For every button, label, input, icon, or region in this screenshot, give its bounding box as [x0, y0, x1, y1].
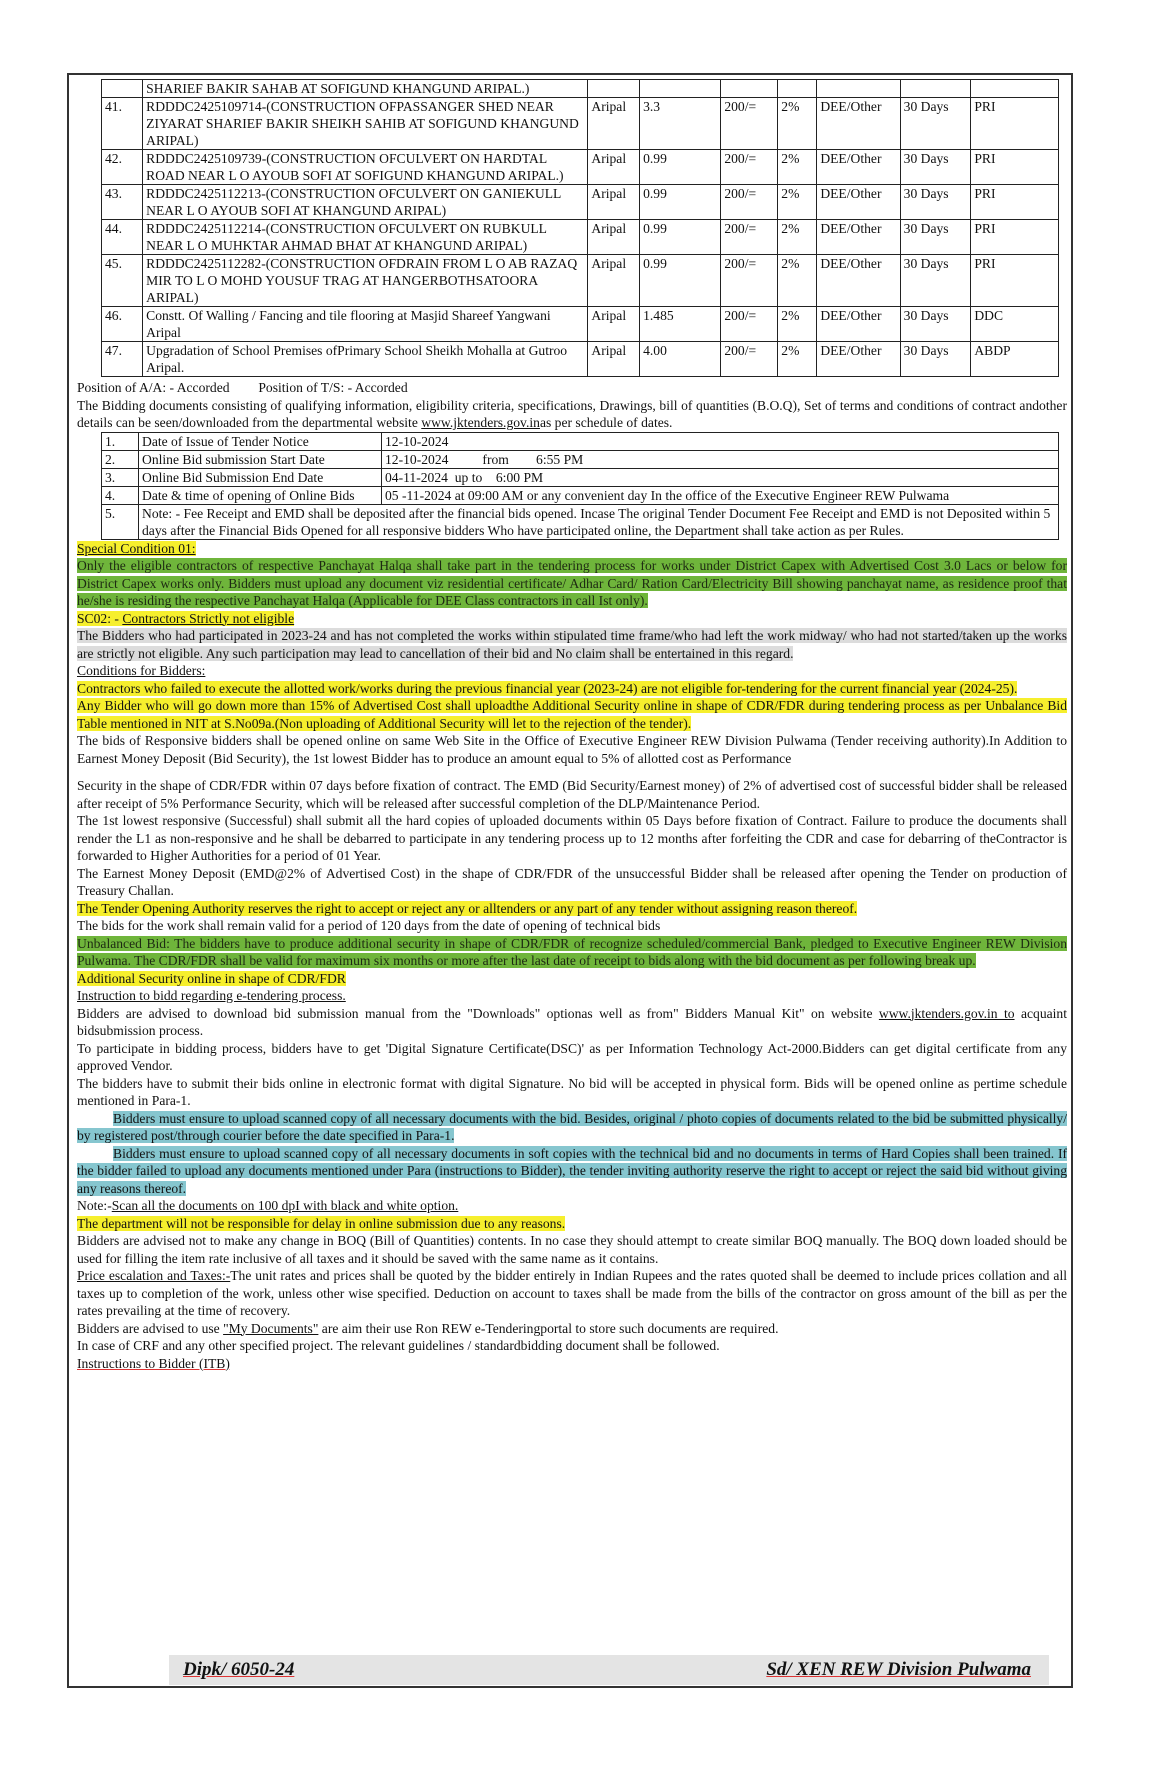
- condition-8: The bids for the work shall remain valid for a period of 120 days from the date of opening of technical bids: [77, 918, 661, 933]
- table-cell-cost: 0.99: [640, 185, 721, 220]
- table-cell-num: 45.: [102, 255, 143, 307]
- condition-2: Any Bidder who will go down more than 15% of Advertised Cost shall uploadthe Additional Security online in shape of CDR/FDR during tendering process as per Unbalance Bid Table mentioned in NIT at S.No09a.(Non uploading of Additional Security will let to the rejection of the tender).: [77, 698, 1067, 731]
- table-cell-name: SHARIEF BAKIR SAHAB AT SOFIGUND KHANGUND ARIPAL.): [143, 80, 588, 98]
- signatory: Sd/ XEN REW Division Pulwama: [766, 1659, 1031, 1680]
- schedule-number: 2.: [102, 450, 139, 468]
- table-cell-num: [102, 80, 143, 98]
- table-cell-fee: 200/=: [721, 342, 778, 377]
- table-cell-name: RDDDC2425112214-(CONSTRUCTION OFCULVERT ON RUBKULL NEAR L O MUHKTAR AHMAD BHAT AT KHANGUND ARIPAL): [143, 220, 588, 255]
- table-row: [102, 307, 1059, 342]
- table-cell-cost: [640, 80, 721, 98]
- table-cell-num: 42.: [102, 150, 143, 185]
- table-cell-emd: 2%: [778, 307, 817, 342]
- table-cell-emd: 2%: [778, 220, 817, 255]
- boq-note: Bidders are advised not to make any change in BOQ (Bill of Quantities) contents. In no case they should attempt to create similar BOQ manually. The BOQ down loaded should be used for filling the item rate inclusive of all taxes and it should be saved with the same name as it contains.: [77, 1233, 1067, 1266]
- table-cell-fund: PRI: [971, 98, 1059, 150]
- schedule-row: [102, 450, 1059, 468]
- table-row: [102, 80, 1059, 98]
- schedule-value: 04-11-2024 up to 6:00 PM: [382, 468, 1059, 486]
- works-table: [101, 79, 1059, 377]
- instruction-4: Bidders must ensure to upload scanned copy of all necessary documents with the bid. Besides, original / photo copies of documents related to the bid be submitted physically/ by registered post/through courier before the date specified in Para-1.: [77, 1110, 1067, 1143]
- condition-5: The 1st lowest responsive (Successful) shall submit all the hard copies of uploaded documents within 05 Days before fixation of Contract. Failure to produce the documents shall render the L1 as non-responsive and he shall be debarred to participate in any tendering process up to 12 months after forfeiting the CDR and case for debarring of theContractor is forwarded to Higher Authorities for a period of 01 Year.: [77, 813, 1067, 863]
- itb-heading: Instructions to Bidder (ITB): [77, 1355, 230, 1371]
- instruction-2: To participate in bidding process, bidders have to get 'Digital Signature Certificate(DSC)' as per Information Technology Act-2000.Bidders can get digital certificate from any approved Vendor.: [77, 1040, 1067, 1073]
- condition-7: The Tender Opening Authority reserves the right to accept or reject any or alltenders or any part of any tender without assigning reason thereof.: [77, 900, 858, 916]
- table-cell-cost: 3.3: [640, 98, 721, 150]
- table-cell-location: Aripal: [588, 150, 640, 185]
- schedule-row: [102, 432, 1059, 450]
- table-cell-fund: PRI: [971, 220, 1059, 255]
- table-cell-fund: ABDP: [971, 342, 1059, 377]
- table-row: [102, 98, 1059, 150]
- table-cell-fee: 200/=: [721, 220, 778, 255]
- schedule-row: [102, 468, 1059, 486]
- table-cell-emd: [778, 80, 817, 98]
- schedule-table: [101, 432, 1059, 540]
- table-cell-class: DEE/Other: [817, 185, 900, 220]
- condition-4: Security in the shape of CDR/FDR within 07 days before fixation of contract. The EMD (Bid Security/Earnest money) of 2% of advertised cost of successful bidder shall be released after receipt of 5% Performance Security, which will be released after successful completion of the DLP/Maintenance Period.: [77, 778, 1067, 811]
- table-cell-location: Aripal: [588, 255, 640, 307]
- schedule-number: 5.: [102, 504, 139, 539]
- table-cell-location: Aripal: [588, 98, 640, 150]
- instruction-3: The bidders have to submit their bids online in electronic format with digital Signature. No bid will be accepted in physical form. Bids will be opened online as pertime schedule mentioned in Para-1.: [77, 1075, 1067, 1108]
- table-cell-fee: 200/=: [721, 185, 778, 220]
- unbalanced-bid: Unbalanced Bid: The bidders have to produce additional security in shape of CDR/FDR of recognize scheduled/commercial Bank, pledged to Executive Engineer REW Division Pulwama. The CDR/FDR shall be valid for maximum six months or more after the last date of receipt to bids along with the bid document as per following break up.: [77, 935, 1067, 968]
- table-cell-fee: 200/=: [721, 255, 778, 307]
- schedule-label: Date of Issue of Tender Notice: [139, 432, 382, 450]
- table-cell-fund: DDC: [971, 307, 1059, 342]
- table-cell-fund: [971, 80, 1059, 98]
- table-cell-class: DEE/Other: [817, 150, 900, 185]
- schedule-value: 12-10-2024: [382, 432, 1059, 450]
- instruction-title: Instruction to bidd regarding e-tendering process.: [77, 988, 346, 1003]
- table-cell-fund: PRI: [971, 255, 1059, 307]
- table-cell-days: 30 Days: [900, 150, 971, 185]
- table-cell-name: RDDDC2425109714-(CONSTRUCTION OFPASSANGER SHED NEAR ZIYARAT SHARIEF BAKIR SHEIKH SAHIB AT SOFIGUND KHANGUND ARIPAL): [143, 98, 588, 150]
- table-cell-emd: 2%: [778, 255, 817, 307]
- table-cell-class: [817, 80, 900, 98]
- table-cell-cost: 0.99: [640, 255, 721, 307]
- table-cell-num: 47.: [102, 342, 143, 377]
- table-cell-cost: 4.00: [640, 342, 721, 377]
- my-documents-note: Bidders are advised to use "My Documents" are aim their use Ron REW e-Tenderingportal to store such documents are required.: [77, 1320, 779, 1336]
- note-scan: Note:-Scan all the documents on 100 dpI with black and white option.: [77, 1198, 459, 1213]
- table-cell-class: DEE/Other: [817, 307, 900, 342]
- table-cell-class: DEE/Other: [817, 342, 900, 377]
- schedule-row: [102, 486, 1059, 504]
- condition-1: Contractors who failed to execute the allotted work/works during the previous financial year (2023-24) are not eligible for-tendering for the current financial year (2024-25).: [77, 680, 1018, 696]
- table-cell-emd: 2%: [778, 185, 817, 220]
- table-cell-location: Aripal: [588, 185, 640, 220]
- table-cell-fee: [721, 80, 778, 98]
- conditions-title: Conditions for Bidders:: [77, 663, 206, 678]
- table-cell-days: 30 Days: [900, 185, 971, 220]
- condition-3: The bids of Responsive bidders shall be opened online on same Web Site in the Office of Executive Engineer REW Division Pulwama (Tender receiving authority).In Addition to Earnest Money Deposit (Bid Security), the 1st lowest Bidder has to produce an amount equal to 5% of allotted cost as Performance: [77, 733, 1067, 766]
- table-row: [102, 255, 1059, 307]
- table-cell-location: Aripal: [588, 220, 640, 255]
- table-row: [102, 185, 1059, 220]
- table-cell-emd: 2%: [778, 342, 817, 377]
- table-cell-class: DEE/Other: [817, 255, 900, 307]
- crf-note: In case of CRF and any other specified project. The relevant guidelines / standardbidding document shall be followed.: [77, 1338, 720, 1353]
- table-cell-fee: 200/=: [721, 307, 778, 342]
- schedule-number: 4.: [102, 486, 139, 504]
- position-aa: Position of A/A: - Accorded: [77, 380, 230, 395]
- condition-6: The Earnest Money Deposit (EMD@2% of Advertised Cost) in the shape of CDR/FDR of the unsuccessful Bidder shall be released after opening the Tender on production of Treasury Challan.: [77, 865, 1067, 898]
- table-cell-fee: 200/=: [721, 98, 778, 150]
- table-cell-name: RDDDC2425112282-(CONSTRUCTION OFDRAIN FROM L O AB RAZAQ MIR TO L O MOHD YOUSUF TRAG AT HANGERBOTHSATOORA ARIPAL): [143, 255, 588, 307]
- special-condition-title: Special Condition 01:: [77, 540, 196, 556]
- table-cell-emd: 2%: [778, 150, 817, 185]
- signature-footer: [169, 1655, 1049, 1685]
- schedule-label: Online Bid Submission End Date: [139, 468, 382, 486]
- table-cell-num: 44.: [102, 220, 143, 255]
- website-link[interactable]: www.jktenders.gov.in: [421, 415, 540, 430]
- table-cell-name: Upgradation of School Premises ofPrimary School Sheikh Mohalla at Gutroo Aripal.: [143, 342, 588, 377]
- table-cell-num: 43.: [102, 185, 143, 220]
- instruction-5: Bidders must ensure to upload scanned copy of all necessary documents in soft copies with the technical bid and no documents in terms of Hard Copies shall been trained. If the bidder failed to upload any documents mentioned under Para (instructions to Bidder), the tender inviting authority reserve the right to accept or reject the said bid without giving any reasons thereof.: [77, 1145, 1067, 1196]
- table-cell-cost: 0.99: [640, 150, 721, 185]
- table-cell-class: DEE/Other: [817, 98, 900, 150]
- position-ts: Position of T/S: - Accorded: [258, 380, 408, 395]
- schedule-number: 3.: [102, 468, 139, 486]
- schedule-label: Online Bid submission Start Date: [139, 450, 382, 468]
- bidding-docs-paragraph: The Bidding documents consisting of qualifying information, eligibility criteria, specifications, Drawings, bill of quantities (B.O.Q), Set of terms and conditions of contract andother details can be seen/downloaded from the departmental website www.jktenders.gov.inas per schedule of dates.: [77, 397, 1067, 430]
- table-cell-location: [588, 80, 640, 98]
- schedule-value: 12-10-2024 from 6:55 PM: [382, 450, 1059, 468]
- price-escalation: Price escalation and Taxes:-The unit rates and prices shall be quoted by the bidder entirely in Indian Rupees and the rates quoted shall be deemed to include prices collation and all taxes up to completion of the work, unless other wise specified. Deduction on account to taxes shall be made from the bills of the contractor on gross amount of the bill as per the rates prevailing at the time of recovery.: [77, 1268, 1067, 1318]
- table-cell-class: DEE/Other: [817, 220, 900, 255]
- table-cell-name: RDDDC2425109739-(CONSTRUCTION OFCULVERT ON HARDTAL ROAD NEAR L O AYOUB SOFI AT SOFIGUND KHANGUND ARIPAL.): [143, 150, 588, 185]
- instruction-1: Bidders are advised to download bid submission manual from the "Downloads" optionas well as from" Bidders Manual Kit" on website www.jktenders.gov.in to acquaint bidsubmission process.: [77, 1005, 1067, 1038]
- document-content: [77, 79, 1067, 1372]
- additional-security: Additional Security online in shape of CDR/FDR: [77, 970, 346, 986]
- sc02-text: The Bidders who had participated in 2023-24 and has not completed the works within stipulated time frame/who had left the work midway/ who had not started/taken up the works are strictly not eligible. Any such participation may lead to cancellation of their bid and No claim shall be entertained in this regard.: [77, 628, 1067, 661]
- jktenders-link[interactable]: www.jktenders.gov.in to: [878, 1005, 1015, 1021]
- table-cell-emd: 2%: [778, 98, 817, 150]
- table-cell-name: Constt. Of Walling / Fancing and tile flooring at Masjid Shareef Yangwani Aripal: [143, 307, 588, 342]
- sc02-line: SC02: - Contractors Strictly not eligible: [77, 610, 295, 626]
- table-row: [102, 220, 1059, 255]
- schedule-value: 05 -11-2024 at 09:00 AM or any convenient day In the office of the Executive Engineer REW Pulwama: [382, 486, 1059, 504]
- schedule-label: Date & time of opening of Online Bids: [139, 486, 382, 504]
- document-page: [67, 73, 1073, 1688]
- position-line: [77, 379, 1067, 397]
- table-row: [102, 342, 1059, 377]
- table-cell-days: 30 Days: [900, 342, 971, 377]
- table-cell-days: 30 Days: [900, 220, 971, 255]
- schedule-number: 1.: [102, 432, 139, 450]
- special-condition-text: Only the eligible contractors of respective Panchayat Halqa shall take part in the tendering process for works under District Capex with Advertised Cost 3.0 Lacs or below for District Capex works only. Bidders must upload any document viz residential certificate/ Adhar Card/ Ration Card/Electricity Bill showing panchayat name, as residence proof that he/she is residing the respective Panchayat Halqa (Applicable for DEE Class contractors in call Ist only).: [77, 558, 1067, 608]
- table-cell-location: Aripal: [588, 342, 640, 377]
- table-cell-fund: PRI: [971, 150, 1059, 185]
- table-cell-days: [900, 80, 971, 98]
- table-cell-fund: PRI: [971, 185, 1059, 220]
- table-cell-fee: 200/=: [721, 150, 778, 185]
- table-cell-location: Aripal: [588, 307, 640, 342]
- dispatch-number: Dipk/ 6050-24: [183, 1659, 295, 1680]
- department-note: The department will not be responsible for delay in online submission due to any reasons.: [77, 1215, 566, 1231]
- table-cell-days: 30 Days: [900, 255, 971, 307]
- schedule-row: [102, 504, 1059, 539]
- table-cell-cost: 1.485: [640, 307, 721, 342]
- table-cell-num: 46.: [102, 307, 143, 342]
- table-cell-num: 41.: [102, 98, 143, 150]
- table-cell-days: 30 Days: [900, 307, 971, 342]
- table-cell-days: 30 Days: [900, 98, 971, 150]
- table-row: [102, 150, 1059, 185]
- table-cell-cost: 0.99: [640, 220, 721, 255]
- schedule-note: Note: - Fee Receipt and EMD shall be deposited after the financial bids opened. Incase The original Tender Document Fee Receipt and EMD is not Deposited within 5 days after the Financial Bids Opened for all responsive bidders Who have participated online, the Department shall take action as per Rules.: [139, 504, 1059, 539]
- table-cell-name: RDDDC2425112213-(CONSTRUCTION OFCULVERT ON GANIEKULL NEAR L O AYOUB SOFI AT KHANGUND ARIPAL): [143, 185, 588, 220]
